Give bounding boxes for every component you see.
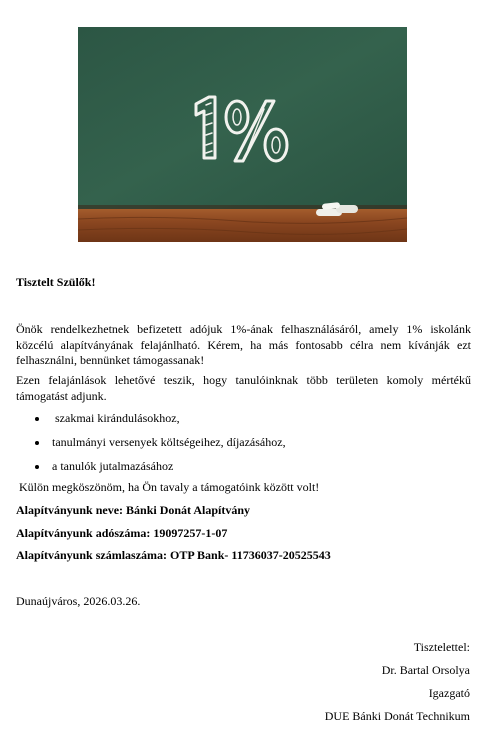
chalkboard-1-percent-icon — [78, 27, 407, 242]
list-item: szakmai kirándulásokhoz, — [16, 411, 471, 435]
place-date: Dunaújváros, 2026.03.26. — [16, 594, 141, 608]
list-item: a tanulók jutalmazásához — [16, 459, 471, 483]
thanks-text: Külön megköszönöm, ha Ön tavaly a támogatóink között volt! — [16, 480, 320, 494]
bullet-icon — [35, 417, 39, 421]
foundation-name: Alapítványunk neve: Bánki Donát Alapítvány — [16, 503, 251, 517]
greeting: Tisztelt Szülők! — [16, 275, 96, 289]
signature-title: Igazgató — [428, 686, 470, 700]
bullet-icon — [35, 441, 39, 445]
bullet-icon — [35, 465, 39, 469]
signature-closing: Tisztelettel: — [413, 640, 470, 654]
paragraph-purpose: Ezen felajánlások lehetővé teszik, hogy tanulóinknak több területen komoly mértékű támogatást adjunk. — [16, 373, 471, 403]
list-item: tanulmányi versenyek költségeihez, díjazásához, — [16, 435, 471, 459]
chalkboard-image — [78, 27, 407, 242]
signature-name: Dr. Bartal Orsolya — [381, 663, 470, 677]
paragraph-intro: Önök rendelkezhetnek befizetett adójuk 1%-ának felhasználásáról, amely 1% iskolánk közcélú alapítványának felajánlható. Kérem, ha más fontosabb célra nem kívánják ezt felhasználni, bennünket támogassanak! — [16, 322, 471, 367]
signature-institution: DUE Bánki Donát Technikum — [324, 709, 470, 723]
support-list — [16, 411, 471, 483]
foundation-account: Alapítványunk számlaszáma: OTP Bank- 11736037-20525543 — [16, 548, 331, 562]
foundation-tax-id: Alapítványunk adószáma: 19097257-1-07 — [16, 526, 228, 540]
